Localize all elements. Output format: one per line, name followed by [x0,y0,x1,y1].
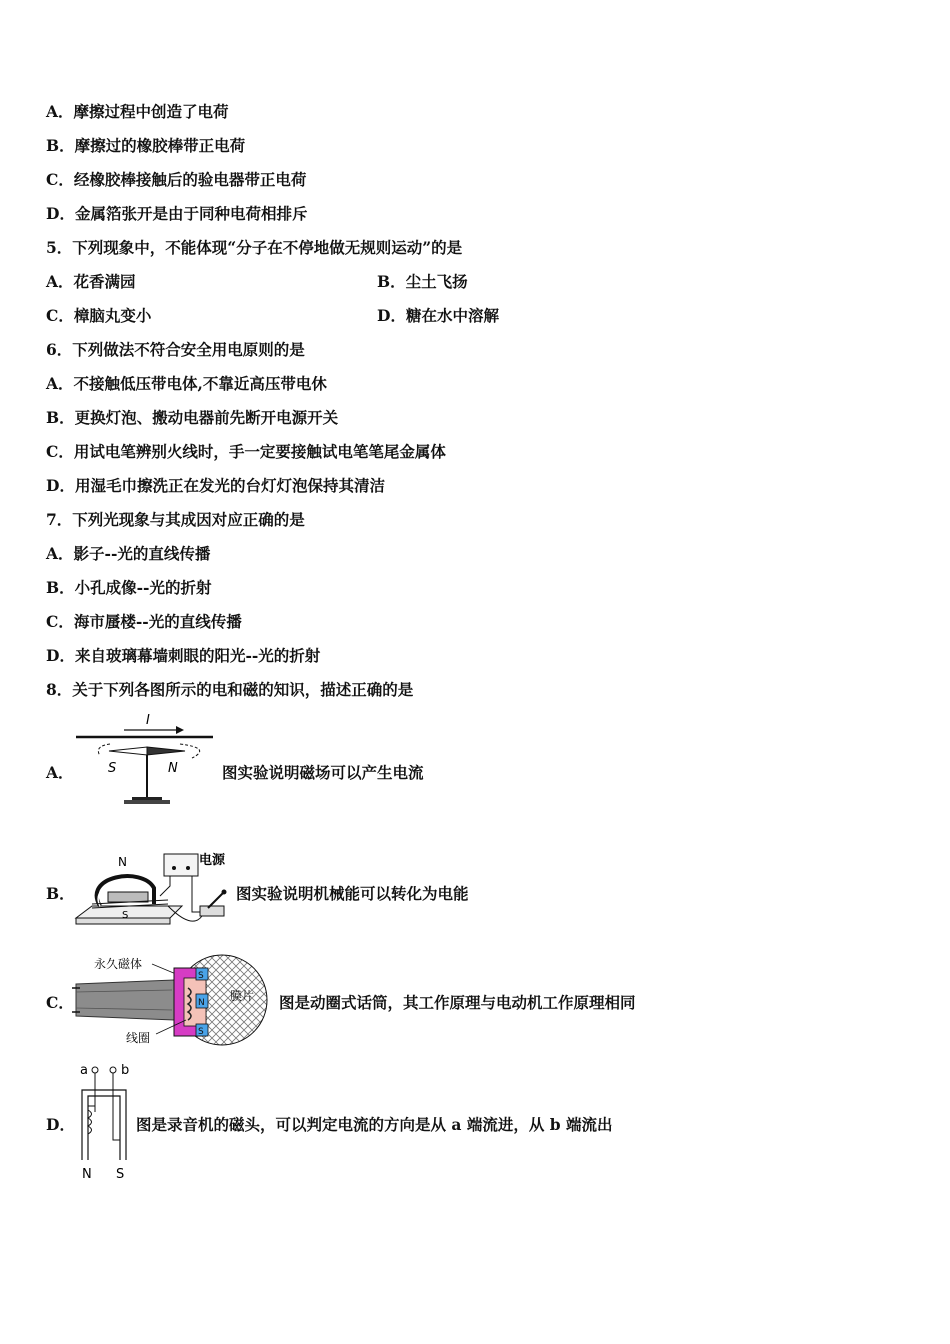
q8-option-d-text: 图是录音机的磁头，可以判定电流的方向是从 a 端流进，从 b 端流出 [136,1115,613,1134]
q8-option-a-label: A． [46,763,74,782]
north-pole-label: N [82,1167,92,1182]
q6-option-d: D．用湿毛巾擦洗正在发光的台灯灯泡保持其清洁 [46,476,385,495]
electromagnetic-induction-figure [72,846,234,930]
q8-option-a-text: 图实验说明磁场可以产生电流 [222,763,424,782]
permanent-magnet-label: 永久磁体 [94,957,143,971]
moving-coil-microphone-figure [72,954,276,1046]
terminal-a-label: a [80,1063,88,1078]
q5-option-a: A．花香满园 [46,272,136,291]
q4-option-c: C．经橡胶棒接触后的验电器带正电荷 [46,170,307,189]
q6-option-a: A．不接触低压带电体,不靠近高压带电休 [46,374,327,393]
north-pole-label: N [168,761,178,776]
south-pole-label: S [116,1167,125,1182]
tape-recorder-head-figure [72,1060,136,1184]
q8-option-d-label: D． [46,1115,75,1134]
q7-option-d: D．来自玻璃幕墙刺眼的阳光--光的折射 [46,646,321,665]
q5-option-c: C．樟脑丸变小 [46,306,152,325]
coil-label: 线圈 [126,1031,151,1045]
q6-option-b: B．更换灯泡、搬动电器前先断开电源开关 [46,408,339,427]
q8-stem: 8．关于下列各图所示的电和磁的知识，描述正确的是 [46,680,414,699]
q4-option-a: A．摩擦过程中创造了电荷 [46,102,229,121]
q7-option-c: C．海市蜃楼--光的直线传播 [46,612,242,631]
south-pole-top-label: S [198,971,204,981]
q7-stem: 7．下列光现象与其成因对应正确的是 [46,510,305,529]
q8-option-c-label: C． [46,993,74,1012]
terminal-b-label: b [121,1063,130,1078]
q8-option-b-label: B． [46,884,75,903]
north-pole-label: N [118,855,127,869]
q6-stem: 6．下列做法不符合安全用电原则的是 [46,340,305,359]
q6-option-c: C．用试电笔辨别火线时，手一定要接触试电笔笔尾金属体 [46,442,446,461]
q5-option-d: D．糖在水中溶解 [377,306,499,325]
current-label: I [146,713,150,728]
q5-option-b: B．尘土飞扬 [377,272,468,291]
q8-option-b-text: 图实验说明机械能可以转化为电能 [236,884,469,903]
south-pole-label: S [108,761,117,776]
diaphragm-label: 膜片 [230,989,255,1003]
q4-option-b: B．摩擦过的橡胶棒带正电荷 [46,136,246,155]
south-pole-bottom-label: S [198,1027,204,1037]
q7-option-a: A．影子--光的直线传播 [46,544,211,563]
north-pole-label: N [198,998,205,1008]
south-pole-label: S [122,910,129,921]
q8-option-c-text: 图是动圈式话筒，其工作原理与电动机工作原理相同 [279,993,636,1012]
q7-option-b: B．小孔成像--光的折射 [46,578,212,597]
q5-stem: 5．下列现象中，不能体现“分子在不停地做无规则运动”的是 [46,238,463,257]
power-supply-label: 电源 [199,853,226,868]
q4-option-d: D．金属箔张开是由于同种电荷相排斥 [46,204,308,223]
oersted-experiment-figure [72,708,217,806]
